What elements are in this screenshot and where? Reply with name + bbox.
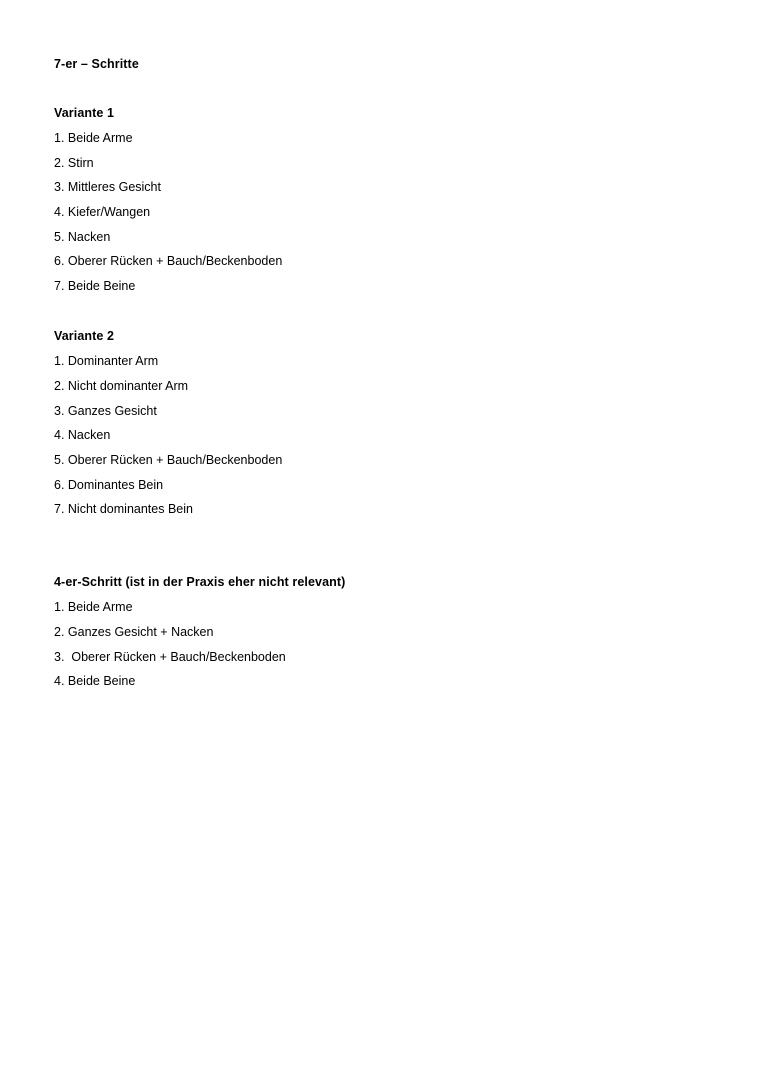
list-item: 2. Stirn (54, 155, 94, 170)
section-heading: 4-er-Schritt (ist in der Praxis eher nicht relevant) (54, 574, 346, 589)
spacer (54, 516, 694, 576)
list-item: 5. Nacken (54, 229, 111, 244)
spacer (54, 663, 694, 675)
list-item: 1. Dominanter Arm (54, 354, 159, 369)
spacer (54, 145, 694, 157)
spacer (54, 293, 694, 330)
spacer (54, 268, 694, 280)
list-4er-schritt (54, 601, 694, 688)
list-item: 1. Beide Arme (54, 600, 133, 615)
spacer (54, 368, 694, 380)
spacer (54, 392, 694, 404)
list-item: 4. Nacken (54, 428, 111, 443)
list-item: 1. Beide Arme (54, 131, 133, 145)
spacer (54, 194, 694, 206)
list-item: 6. Dominantes Bein (54, 477, 164, 492)
list-item: 4. Beide Beine (54, 674, 136, 689)
section-heading: Variante 1 (54, 105, 115, 120)
section-heading: Variante 2 (54, 328, 115, 343)
list-item: 2. Ganzes Gesicht + Nacken (54, 624, 214, 639)
list-item: 7. Nicht dominantes Bein (54, 502, 193, 517)
document-body (54, 58, 694, 688)
list-variante-2 (54, 355, 694, 516)
list-variante-1 (54, 132, 694, 293)
list-item: 3. Mittleres Gesicht (54, 180, 161, 195)
spacer (54, 417, 694, 429)
list-item: 4. Kiefer/Wangen (54, 205, 151, 220)
section-4er-schritt (54, 576, 694, 688)
section-variante-1 (54, 107, 694, 293)
page-title: 7-er – Schritte (54, 57, 139, 71)
list-item: 6. Oberer Rücken + Bauch/Beckenboden (54, 254, 283, 269)
spacer (54, 588, 694, 601)
spacer (54, 71, 694, 107)
list-item: 7. Beide Beine (54, 279, 136, 294)
spacer (54, 219, 694, 231)
spacer (54, 119, 694, 132)
list-item: 3. Ganzes Gesicht (54, 403, 157, 418)
spacer (54, 466, 694, 478)
list-item: 5. Oberer Rücken + Bauch/Beckenboden (54, 452, 283, 467)
section-variante-2 (54, 330, 694, 516)
list-item: 2. Nicht dominanter Arm (54, 378, 189, 393)
spacer (54, 638, 694, 650)
list-item: 3. Oberer Rücken + Bauch/Beckenboden (54, 649, 286, 664)
